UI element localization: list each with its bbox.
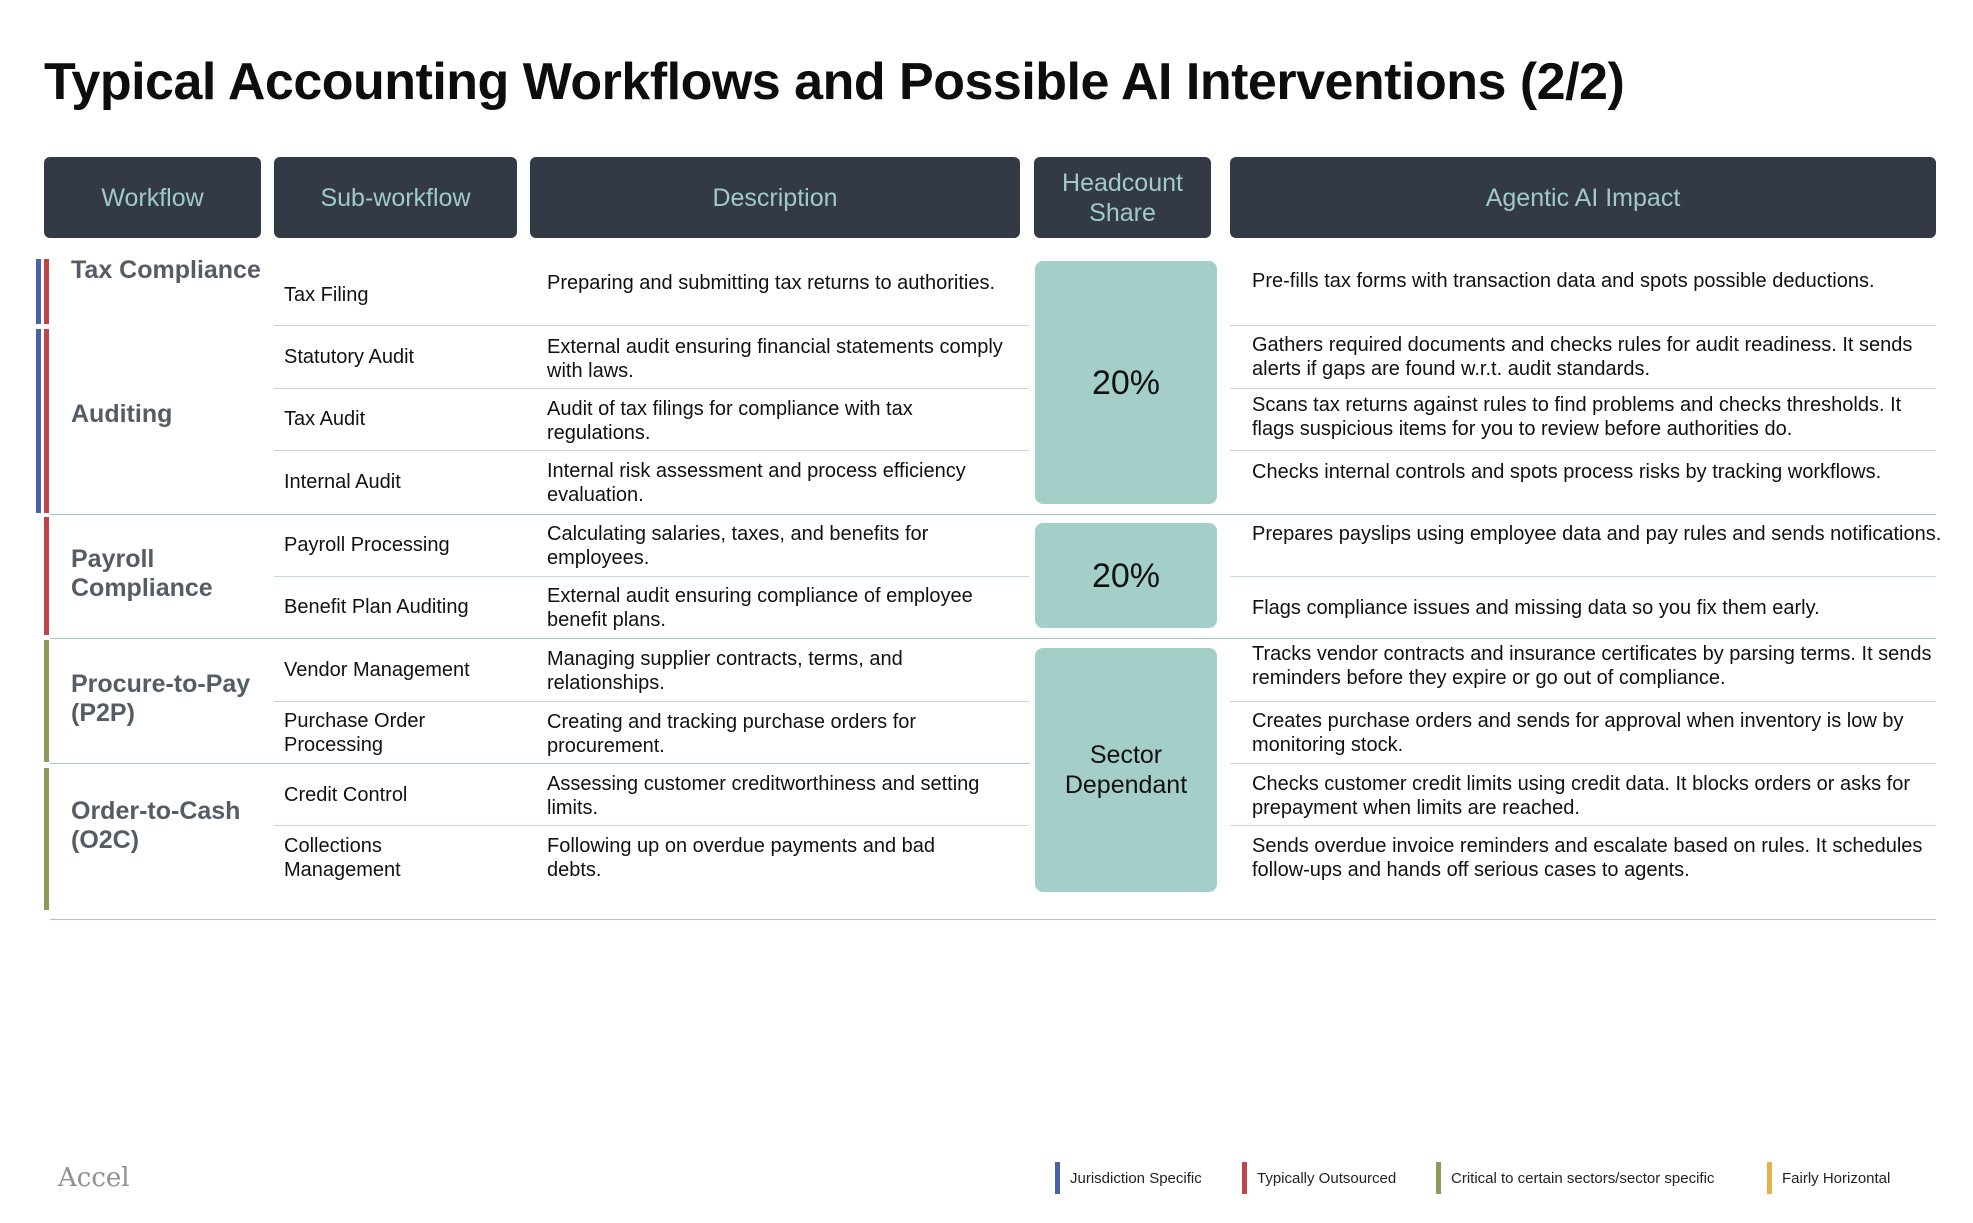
row-divider xyxy=(274,701,1029,702)
legend-item xyxy=(1242,1162,1396,1194)
impact-cell: Checks internal controls and spots process risks by tracking workflows. xyxy=(1252,461,1882,483)
headcount-share-box: 20% xyxy=(1035,261,1217,504)
page-title: Typical Accounting Workflows and Possible AI Interventions (2/2) xyxy=(44,53,1625,111)
impact-cell: Prepares payslips using employee data and pay rules and sends notifications. xyxy=(1252,523,1942,545)
impact-cell: Checks customer credit limits using credit data. It blocks orders or asks for prepayment when limits are reached. xyxy=(1252,773,1911,819)
row-divider xyxy=(274,450,1029,451)
subworkflow-cell: Benefit Plan Auditing xyxy=(284,596,469,618)
workflow-name: Procure-to-Pay (P2P) xyxy=(71,670,251,727)
row-divider xyxy=(1230,701,1936,702)
tag-bar-typically-outsourced xyxy=(44,259,49,324)
header-subworkflow: Sub-workflow xyxy=(274,157,517,238)
description-cell: Internal risk assessment and process efficiency evaluation. xyxy=(547,460,966,506)
subworkflow-cell: Payroll Processing xyxy=(284,534,450,556)
row-divider xyxy=(274,388,1029,389)
table-bottom-divider xyxy=(50,919,1936,920)
subworkflow-cell: Internal Audit xyxy=(284,471,401,493)
header-workflow: Workflow xyxy=(44,157,261,238)
header-headcount-share: Headcount Share xyxy=(1034,157,1211,238)
group-divider xyxy=(50,638,1936,639)
row-divider xyxy=(1230,576,1936,577)
impact-cell: Tracks vendor contracts and insurance certificates by parsing terms. It sends reminders before they expire or go out of compliance. xyxy=(1252,643,1932,689)
tag-bar-typically-outsourced xyxy=(44,517,49,635)
legend-label: Critical to certain sectors/sector specific xyxy=(1451,1169,1715,1187)
subworkflow-cell: Collections Management xyxy=(284,835,401,881)
row-divider xyxy=(274,576,1029,577)
description-cell: Following up on overdue payments and bad debts. xyxy=(547,835,936,881)
legend-item xyxy=(1055,1162,1202,1194)
subworkflow-cell: Statutory Audit xyxy=(284,346,415,368)
impact-cell: Creates purchase orders and sends for approval when inventory is low by monitoring stock. xyxy=(1252,710,1904,756)
impact-cell: Scans tax returns against rules to find problems and checks thresholds. It flags suspicious items for you to review before authorities do. xyxy=(1252,394,1902,440)
impact-cell: Flags compliance issues and missing data so you fix them early. xyxy=(1252,597,1820,619)
description-cell: Assessing customer creditworthiness and setting limits. xyxy=(547,773,980,819)
row-divider xyxy=(1230,450,1936,451)
impact-cell: Gathers required documents and checks rules for audit readiness. It sends alerts if gaps are found w.r.t. audit standards. xyxy=(1252,334,1913,380)
description-cell: Audit of tax filings for compliance with tax regulations. xyxy=(547,398,913,444)
description-cell: External audit ensuring financial statements comply with laws. xyxy=(547,336,1003,382)
tag-bar-sector-specific xyxy=(44,640,49,762)
description-cell: Managing supplier contracts, terms, and relationships. xyxy=(547,648,903,694)
subworkflow-cell: Tax Audit xyxy=(284,408,366,430)
legend-label: Fairly Horizontal xyxy=(1782,1169,1891,1187)
legend-item xyxy=(1436,1162,1714,1194)
header-description: Description xyxy=(530,157,1020,238)
workflow-name: Order-to-Cash (O2C) xyxy=(71,797,241,854)
legend-swatch xyxy=(1436,1162,1441,1194)
legend-swatch xyxy=(1055,1162,1060,1194)
legend-label: Typically Outsourced xyxy=(1257,1169,1397,1187)
legend-swatch xyxy=(1242,1162,1247,1194)
impact-cell: Sends overdue invoice reminders and escalate based on rules. It schedules follow-ups and hands off serious cases to agents. xyxy=(1252,835,1923,881)
workflow-name: Auditing xyxy=(71,400,173,428)
legend-label: Jurisdiction Specific xyxy=(1070,1169,1202,1187)
description-cell: External audit ensuring compliance of employee benefit plans. xyxy=(547,585,973,631)
row-divider xyxy=(1230,763,1936,764)
row-divider xyxy=(274,325,1029,326)
row-divider xyxy=(1230,825,1936,826)
row-divider xyxy=(1230,388,1936,389)
subworkflow-cell: Vendor Management xyxy=(284,659,470,681)
workflow-name: Payroll Compliance xyxy=(71,545,213,602)
row-divider xyxy=(1230,325,1936,326)
tag-bar-jurisdiction-specific xyxy=(36,259,41,324)
subworkflow-cell: Purchase Order Processing xyxy=(284,710,426,756)
legend-swatch xyxy=(1767,1162,1772,1194)
subworkflow-cell: Tax Filing xyxy=(284,284,369,306)
impact-cell: Pre-fills tax forms with transaction data and spots possible deductions. xyxy=(1252,270,1875,292)
description-cell: Creating and tracking purchase orders for procurement. xyxy=(547,711,917,757)
tag-bar-typically-outsourced xyxy=(44,329,49,513)
tag-bar-jurisdiction-specific xyxy=(36,329,41,513)
header-agentic-ai-impact: Agentic AI Impact xyxy=(1230,157,1936,238)
tag-bar-sector-specific xyxy=(44,768,49,910)
group-divider xyxy=(50,763,1030,764)
headcount-share-box: Sector Dependant xyxy=(1035,648,1217,892)
group-divider xyxy=(50,514,1936,515)
workflow-name: Tax Compliance xyxy=(71,256,261,284)
description-cell: Calculating salaries, taxes, and benefits for employees. xyxy=(547,523,929,569)
row-divider xyxy=(274,825,1029,826)
legend-item xyxy=(1767,1162,1890,1194)
description-cell: Preparing and submitting tax returns to authorities. xyxy=(547,272,996,294)
headcount-share-box: 20% xyxy=(1035,523,1217,628)
subworkflow-cell: Credit Control xyxy=(284,784,408,806)
accel-logo: Accel xyxy=(58,1163,130,1193)
